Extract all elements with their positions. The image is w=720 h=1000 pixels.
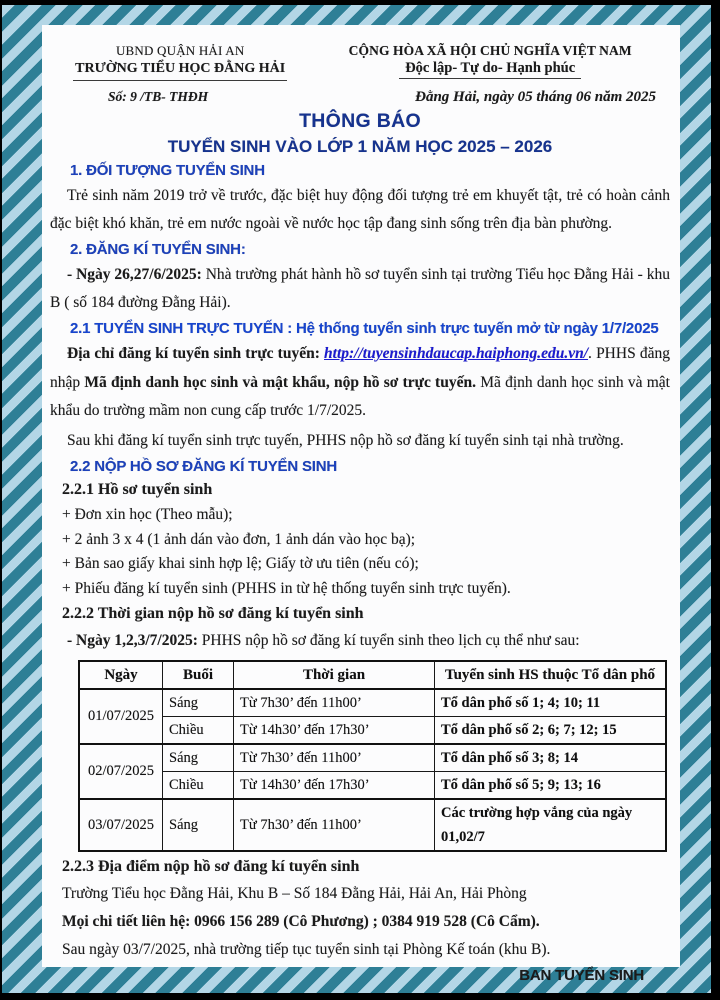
cell-time: Từ 7h30’ đến 11h00’ <box>234 689 435 717</box>
cell-date: 01/07/2025 <box>79 689 163 744</box>
cell-session: Sáng <box>163 799 234 851</box>
section-2-1-body <box>50 340 670 426</box>
schedule-dates: - Ngày 1,2,3/7/2025: <box>67 632 198 649</box>
section-2-2-3-heading: 2.2.3 Địa điểm nộp hồ sơ đăng kí tuyển sinh <box>62 857 360 875</box>
letterhead-right <box>310 43 670 81</box>
schedule-intro <box>50 627 670 655</box>
org-parent-name: UBND QUẬN HẢI AN <box>115 43 245 58</box>
letterhead <box>50 43 670 81</box>
enrollment-portal-link[interactable]: http://tuyensinhdaucap.haiphong.edu.vn/ <box>324 345 589 362</box>
cell-session: Sáng <box>163 744 234 772</box>
section-2-2-heading: 2.2 NỘP HỒ SƠ ĐĂNG KÍ TUYỂN SINH <box>70 458 337 475</box>
col-header-group: Tuyển sinh HS thuộc Tổ dân phố <box>435 661 667 689</box>
after-url-text: . PHHS đăng nhập <box>50 345 670 391</box>
table-row <box>79 716 666 744</box>
late-enrollment-note: Sau ngày 03/7/2025, nhà trường tiếp tục tuyển sinh tại Phòng Kế toán (khu B). <box>62 940 551 958</box>
credentials-bold-phrase: Mã định danh học sinh và mật khẩu, nộp hồ sơ trực tuyến. <box>84 373 476 391</box>
contact-phones: Mọi chi tiết liên hệ: 0966 156 289 (Cô Phương) ; 0384 919 528 (Cô Cẩm). <box>62 912 540 930</box>
school-address: Trường Tiểu học Đằng Hải, Khu B – Số 184 Đằng Hải, Hải An, Hải Phòng <box>62 884 527 902</box>
section-1-heading: 1. ĐỐI TƯỢNG TUYỂN SINH <box>70 162 265 179</box>
cell-group: Tổ dân phố số 3; 8; 14 <box>435 744 667 772</box>
cell-group: Các trường hợp vắng của ngày 01,02/7 <box>435 799 667 851</box>
cell-session: Chiều <box>163 771 234 799</box>
cell-date: 03/07/2025 <box>79 799 163 851</box>
table-row <box>79 799 666 851</box>
section-2-body <box>50 261 670 316</box>
national-motto: Độc lập- Tự do- Hạnh phúc <box>399 59 581 79</box>
table-row <box>79 771 666 799</box>
section-2-1-note: Sau khi đăng kí tuyển sinh trực tuyến, PHHS nộp hồ sơ đăng kí tuyển sinh tại nhà trường. <box>67 431 624 449</box>
document-meta <box>50 89 670 106</box>
online-address-label: Địa chỉ đăng kí tuyển sinh trực tuyến: <box>67 345 325 362</box>
cell-time: Từ 14h30’ đến 17h30’ <box>234 716 435 744</box>
required-doc-item: + Đơn xin học (Theo mẫu); <box>62 506 233 523</box>
issue-detail: Nhà trường phát hành hồ sơ tuyển sinh tại trường Tiểu học Đằng Hải - khu B ( số 184 đường Đằng Hải). <box>50 266 670 311</box>
section-2-2-1-heading: 2.2.1 Hồ sơ tuyển sinh <box>62 481 213 498</box>
cell-time: Từ 7h30’ đến 11h00’ <box>234 744 435 772</box>
required-doc-item: + 2 ảnh 3 x 4 (1 ảnh dán vào đơn, 1 ảnh dán vào học bạ); <box>62 530 416 548</box>
col-header-date: Ngày <box>79 661 163 689</box>
cell-time: Từ 7h30’ đến 11h00’ <box>234 799 435 851</box>
schedule-detail: PHHS nộp hồ sơ đăng kí tuyển sinh theo lịch cụ thể như sau: <box>197 632 580 649</box>
cell-group: Tổ dân phố số 2; 6; 7; 12; 15 <box>435 716 667 744</box>
document-subtitle: TUYỂN SINH VÀO LỚP 1 NĂM HỌC 2025 – 2026 <box>167 137 553 156</box>
table-row <box>79 689 666 717</box>
signature-block: BAN TUYỂN SINH <box>519 966 644 984</box>
cell-group: Tổ dân phố số 5; 9; 13; 16 <box>435 771 667 799</box>
cell-date: 02/07/2025 <box>79 744 163 799</box>
section-2-heading: 2. ĐĂNG KÍ TUYỂN SINH: <box>70 241 246 258</box>
section-1-body: Trẻ sinh năm 2019 trở về trước, đặc biệt huy động đối tượng trẻ em khuyết tật, trẻ có hoàn cảnh đặc biệt khó khăn, trẻ em nước ngoài về nước học tập đang sinh sống trên địa bàn phường. <box>50 187 670 232</box>
letterhead-left <box>50 43 310 81</box>
section-2-1-heading: 2.1 TUYỂN SINH TRỰC TUYẾN : Hệ thống tuyển sinh trực tuyến mở từ ngày 1/7/2025 <box>70 320 659 337</box>
cell-session: Chiều <box>163 716 234 744</box>
col-header-time: Thời gian <box>234 661 435 689</box>
cell-time: Từ 14h30’ đến 17h30’ <box>234 771 435 799</box>
document-title: THÔNG BÁO <box>299 110 421 132</box>
school-name: TRƯỜNG TIỂU HỌC ĐẰNG HẢI <box>73 60 287 81</box>
credentials-note: Mã định danh học sinh và mật khẩu do trường mầm non cung cấp trước 1/7/2025. <box>50 373 670 419</box>
section-2-2-2-heading: 2.2.2 Thời gian nộp hồ sơ đăng kí tuyển sinh <box>62 605 364 622</box>
table-row <box>79 744 666 772</box>
required-doc-item: + Bản sao giấy khai sinh hợp lệ; Giấy tờ ưu tiên (nếu có); <box>62 555 419 572</box>
col-header-session: Buổi <box>163 661 234 689</box>
document-page <box>42 25 680 984</box>
table-header-row <box>79 661 666 689</box>
required-doc-item: + Phiếu đăng kí tuyển sinh (PHHS in từ hệ thống tuyển sinh trực tuyến). <box>62 579 511 597</box>
document-number: Số: 9 /TB- THĐH <box>108 89 209 104</box>
enrollment-schedule-table <box>78 660 667 852</box>
national-name: CỘNG HÒA XÃ HỘI CHỦ NGHĨA VIỆT NAM <box>348 43 632 58</box>
cell-group: Tổ dân phố số 1; 4; 10; 11 <box>435 689 667 717</box>
issue-date: - Ngày 26,27/6/2025: <box>67 266 202 283</box>
cell-session: Sáng <box>163 689 234 717</box>
place-and-date: Đằng Hải, ngày 05 tháng 06 năm 2025 <box>415 89 656 105</box>
